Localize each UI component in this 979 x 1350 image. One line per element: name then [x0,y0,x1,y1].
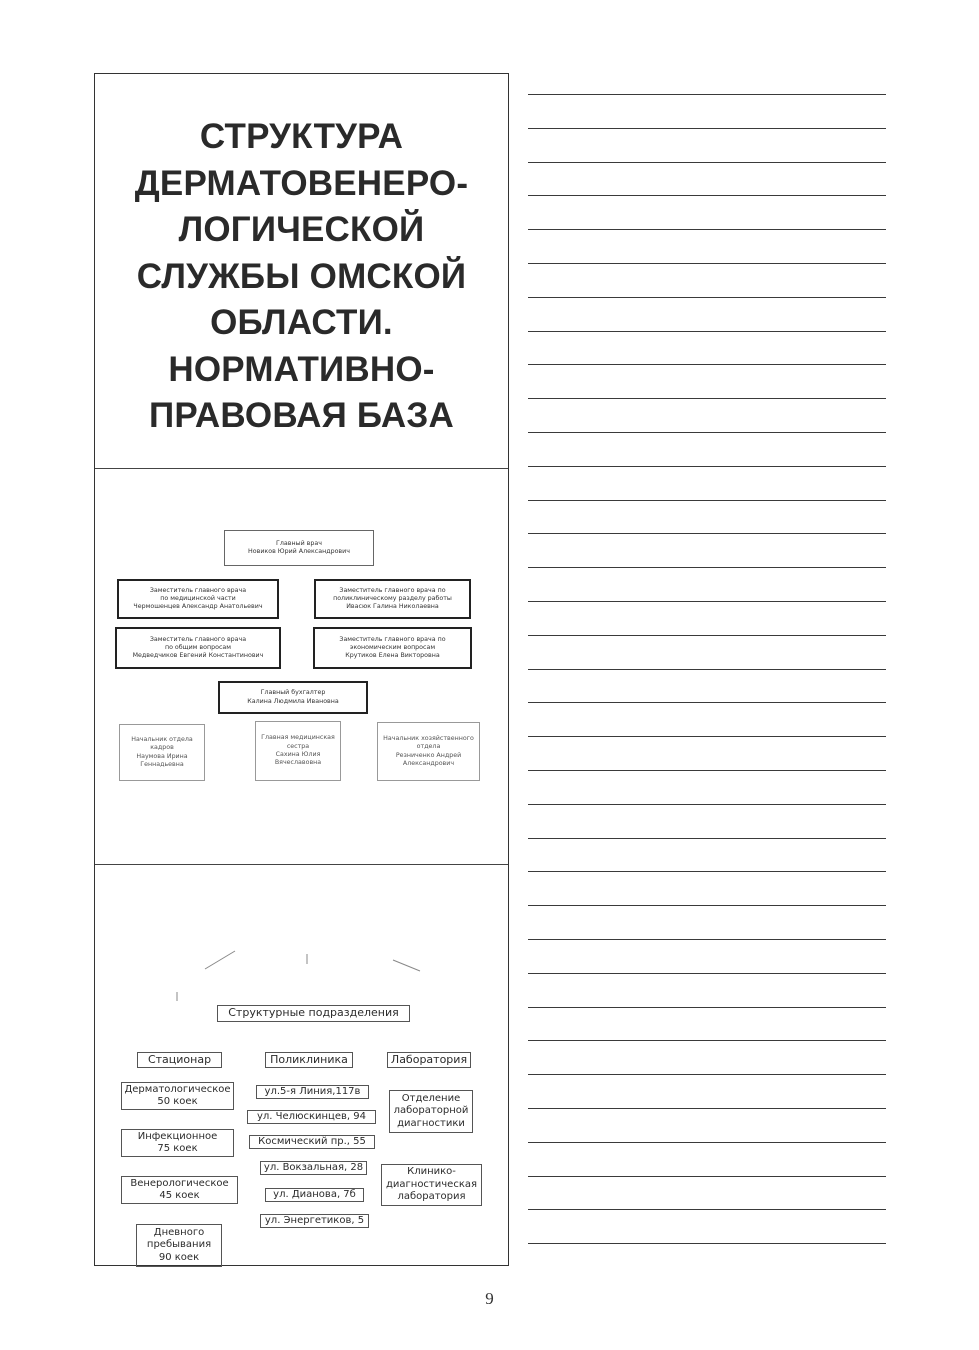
org-box-deputy-economic [313,627,472,669]
polyclinic-address: ул.5-я Линия,117в [256,1085,369,1099]
dept-text: 90 коек [158,1251,200,1263]
note-line [528,669,886,670]
dept-text: 45 коек [159,1190,200,1201]
org-box-deputy-general [115,627,281,669]
polyclinic-address: Космический пр., 55 [249,1135,375,1149]
org-box-text: Сахина Юлия [275,751,321,758]
dept-text: Инфекционное [137,1130,218,1142]
hospital-dept [121,1082,234,1110]
laboratory-label: Лаборатория [387,1052,471,1068]
dept-text: Отделение [401,1092,461,1104]
polyclinic-address: ул. Вокзальная, 28 [260,1161,367,1175]
note-line [528,398,886,399]
title-line: ДЕРМАТОВЕНЕРО- [134,163,469,203]
dept-text: лабораторной [393,1105,469,1117]
org-box-text: кадров [150,744,174,752]
note-line [528,1142,886,1143]
note-line [528,973,886,974]
note-line [528,466,886,467]
org-box-text: Новиков Юрий Александрович [248,548,350,555]
note-line [528,195,886,196]
org-box-text: Заместитель главного врача по [339,586,446,594]
hospital-dept [121,1129,234,1157]
dept-text: 50 коек [157,1096,198,1107]
hospital-label: Стационар [137,1052,222,1068]
note-line [528,432,886,433]
org-box-text: Ивасюк Галина Николаевна [346,603,439,611]
note-line [528,635,886,636]
slides-column [94,73,509,1266]
org-box-text: Геннадьевна [140,760,184,768]
org-box-text: отдела [416,743,441,751]
hospital-dept [136,1224,222,1267]
laboratory-dept [381,1164,482,1206]
org-box-text: Заместитель главного врача [149,635,247,643]
laboratory-dept [389,1090,473,1133]
note-line [528,838,886,839]
org-box-chief [224,530,374,566]
slide-structure [95,865,508,1267]
slide-title-text [95,114,508,440]
org-box-head-nurse [255,721,341,781]
org-box-hr-head [119,724,205,781]
org-box-text: Александрович [402,759,455,767]
org-box-text: по медицинской части [160,594,236,602]
polyclinic-address: ул. Челюскинцев, 94 [247,1110,376,1124]
org-box-text: Резниченко Андрей [395,751,462,759]
org-box-text: Главный бухгалтер [260,689,326,697]
org-box-text: Начальник отдела [131,735,193,743]
note-line [528,601,886,602]
org-box-text: Заместитель главного врача по [339,635,446,643]
org-box-text: Начальник хозяйственного [383,734,474,742]
org-box-supply-head [377,722,480,781]
dept-text: Дерматологическое [124,1083,231,1095]
note-line [528,804,886,805]
dept-text: Клинико- [407,1166,456,1178]
title-line: ЛОГИЧЕСКОЙ [178,210,425,249]
note-line [528,533,886,534]
slide-org-chart [95,469,508,865]
note-line [528,770,886,771]
dept-text: Дневного [153,1226,205,1238]
note-line [528,364,886,365]
slide-title [95,74,508,469]
org-box-text: Чермошенцев Александр Анатольевич [133,603,263,611]
org-box-text: Главный врач [276,539,322,547]
note-line [528,94,886,95]
note-line [528,1209,886,1210]
structure-header: Структурные подразделения [217,1005,410,1022]
org-box-text: Вячеславовна [274,759,322,767]
org-box-text: Крутиков Елена Викторовна [345,652,440,660]
note-line [528,567,886,568]
title-line: ПРАВОВАЯ БАЗА [149,396,454,435]
dept-text: диагностики [397,1117,465,1129]
note-line [528,702,886,703]
org-box-text: экономическим вопросам [349,643,436,651]
dept-text: Венерологическое [130,1177,229,1189]
note-line [528,939,886,940]
org-box-text: Заместитель главного врача [149,586,247,594]
org-box-deputy-polyclinic [314,579,471,619]
note-line [528,500,886,501]
note-line [528,263,886,264]
org-box-text: по общим вопросам [164,643,232,651]
note-line [528,331,886,332]
org-box-text: поликлиническому разделу работы [333,594,452,602]
note-line [528,128,886,129]
title-line: СЛУЖБЫ ОМСКОЙ [136,256,467,296]
org-box-text: Калина Людмила Ивановна [247,697,339,705]
note-line [528,871,886,872]
org-box-text: Наумова Ирина [136,752,188,760]
title-line: СТРУКТУРА [199,117,404,156]
note-line [528,1176,886,1177]
org-box-text: Медведчиков Евгений Константинович [132,652,264,660]
note-line [528,905,886,906]
note-line [528,1040,886,1041]
note-line [528,1243,886,1244]
hospital-dept [121,1176,238,1204]
page-number: 9 [485,1289,494,1308]
dept-text: лаборатория [397,1191,466,1203]
org-box-text: сестра [286,742,310,750]
polyclinic-address: ул. Дианова, 7б [265,1188,364,1202]
note-line [528,736,886,737]
dept-text: пребывания [146,1239,212,1251]
note-line [528,297,886,298]
note-line [528,1074,886,1075]
dept-text: 75 коек [157,1143,198,1154]
note-line [528,1108,886,1109]
org-box-deputy-medical [117,579,279,619]
dept-text: диагностическая [385,1178,477,1190]
polyclinic-label: Поликлиника [265,1052,353,1068]
title-line: ОБЛАСТИ. [210,303,393,342]
polyclinic-address: ул. Энергетиков, 5 [260,1214,369,1228]
note-line [528,162,886,163]
org-box-text: Главная медицинская [261,734,335,742]
title-line: НОРМАТИВНО- [168,349,435,389]
note-line [528,229,886,230]
org-box-accountant [218,681,368,714]
note-line [528,1007,886,1008]
